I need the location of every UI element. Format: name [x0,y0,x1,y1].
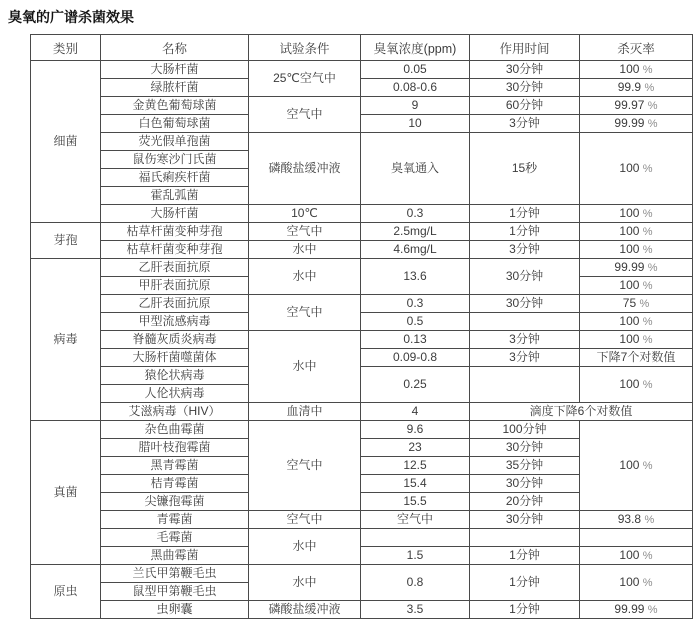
cell-concentration: 4.6mg/L [361,241,470,259]
cell-category: 细菌 [31,61,101,223]
cell-time: 30分钟 [470,439,580,457]
cell-rate: 100 % [580,133,693,205]
cell-concentration: 臭氧通入 [361,133,470,205]
cell-time: 30分钟 [470,61,580,79]
cell-time: 30分钟 [470,511,580,529]
cell-rate: 下降7个对数值 [580,349,693,367]
table-row [31,331,693,349]
cell-time: 3分钟 [470,331,580,349]
cell-time: 滴度下降6个对数值 [470,403,693,421]
cell-time: 1分钟 [470,547,580,565]
cell-condition: 水中 [249,259,361,295]
percent-sign: % [642,459,653,472]
column-header-rate: 杀灭率 [580,35,693,61]
table-row [31,223,693,241]
cell-rate: 100 % [580,241,693,259]
cell-rate: 100 % [580,565,693,601]
cell-time [470,367,580,403]
cell-name: 大肠杆菌 [101,205,249,223]
cell-name: 乙肝表面抗原 [101,295,249,313]
cell-time: 1分钟 [470,565,580,601]
cell-concentration: 0.05 [361,61,470,79]
cell-condition: 磷酸盐缓冲液 [249,133,361,205]
cell-concentration: 0.3 [361,295,470,313]
cell-concentration: 0.09-0.8 [361,349,470,367]
cell-name: 乙肝表面抗原 [101,259,249,277]
column-header-time: 作用时间 [470,35,580,61]
cell-name: 鼠伤寒沙门氏菌 [101,151,249,169]
cell-concentration: 13.6 [361,259,470,295]
page-title: 臭氧的广谱杀菌效果 [8,9,134,25]
cell-concentration: 9 [361,97,470,115]
header-row [31,35,693,61]
percent-sign: % [644,81,655,94]
cell-name: 脊髓灰质炎病毒 [101,331,249,349]
cell-name: 大肠杆菌 [101,61,249,79]
percent-sign: % [647,99,658,112]
cell-condition: 10℃ [249,205,361,223]
cell-rate: 99.99 % [580,115,693,133]
cell-name: 甲型流感病毒 [101,313,249,331]
percent-sign: % [642,207,653,220]
table-row [31,349,693,367]
cell-name: 绿脓杆菌 [101,79,249,97]
cell-name: 霍乱弧菌 [101,187,249,205]
cell-time: 30分钟 [470,259,580,295]
cell-name: 荧光假单孢菌 [101,133,249,151]
table-row [31,313,693,331]
cell-name: 人伦状病毒 [101,385,249,403]
cell-rate: 100 % [580,223,693,241]
cell-time: 3分钟 [470,115,580,133]
cell-concentration: 12.5 [361,457,470,475]
cell-name: 金黄色葡萄球菌 [101,97,249,115]
column-header-category: 类别 [31,35,101,61]
cell-concentration: 1.5 [361,547,470,565]
cell-concentration: 9.6 [361,421,470,439]
cell-concentration: 4 [361,403,470,421]
cell-rate: 100 % [580,421,693,511]
cell-name: 毛霉菌 [101,529,249,547]
percent-sign: % [642,576,653,589]
page [0,7,696,619]
cell-time: 1分钟 [470,205,580,223]
cell-name: 甲肝表面抗原 [101,277,249,295]
cell-time [470,529,580,547]
cell-category: 病毒 [31,259,101,421]
percent-sign: % [642,549,653,562]
cell-name: 黑曲霉菌 [101,547,249,565]
percent-sign: % [642,225,653,238]
cell-condition: 25℃空气中 [249,61,361,97]
percent-sign: % [647,117,658,130]
cell-rate [580,529,693,547]
cell-concentration: 0.08-0.6 [361,79,470,97]
cell-name: 艾滋病毒（HIV） [101,403,249,421]
percent-sign: % [642,243,653,256]
percent-sign: % [644,513,655,526]
column-header-name: 名称 [101,35,249,61]
cell-condition: 水中 [249,331,361,403]
cell-time: 20分钟 [470,493,580,511]
cell-name: 虫卵囊 [101,601,249,619]
cell-concentration: 23 [361,439,470,457]
cell-rate: 100 % [580,61,693,79]
cell-time: 1分钟 [470,601,580,619]
percent-sign: % [642,378,653,391]
cell-rate: 99.99 % [580,601,693,619]
cell-concentration: 0.3 [361,205,470,223]
cell-name: 桔青霉菌 [101,475,249,493]
cell-name: 兰氏甲第鞭毛虫 [101,565,249,583]
cell-name: 白色葡萄球菌 [101,115,249,133]
cell-rate: 99.9 % [580,79,693,97]
cell-condition: 水中 [249,565,361,601]
cell-name: 枯草杆菌变种芽孢 [101,223,249,241]
cell-name: 猿伦状病毒 [101,367,249,385]
cell-time: 1分钟 [470,223,580,241]
cell-time: 30分钟 [470,295,580,313]
cell-condition: 空气中 [249,421,361,511]
cell-concentration: 10 [361,115,470,133]
table-row [31,295,693,313]
table-row [31,547,693,565]
table-row [31,133,693,151]
column-header-condition: 试验条件 [249,35,361,61]
cell-name: 枯草杆菌变种芽孢 [101,241,249,259]
ozone-sterilization-table [30,34,693,619]
table-row [31,97,693,115]
cell-name: 鼠型甲第鞭毛虫 [101,583,249,601]
cell-name: 大肠杆菌噬菌体 [101,349,249,367]
table-row [31,565,693,583]
table-row [31,61,693,79]
cell-name: 福氏痢疾杆菌 [101,169,249,187]
table-row [31,115,693,133]
percent-sign: % [642,162,653,175]
percent-sign: % [642,63,653,76]
cell-time: 60分钟 [470,97,580,115]
cell-rate: 100 % [580,367,693,403]
table-row [31,205,693,223]
cell-category: 真菌 [31,421,101,565]
cell-category: 原虫 [31,565,101,619]
cell-condition: 空气中 [249,97,361,133]
cell-condition: 血清中 [249,403,361,421]
cell-concentration: 0.13 [361,331,470,349]
cell-condition: 水中 [249,529,361,565]
table-row [31,421,693,439]
cell-condition: 空气中 [249,511,361,529]
percent-sign: % [642,333,653,346]
cell-concentration: 0.25 [361,367,470,403]
table-row [31,403,693,421]
cell-name: 青霉菌 [101,511,249,529]
cell-time: 30分钟 [470,475,580,493]
cell-rate: 99.97 % [580,97,693,115]
cell-rate: 100 % [580,313,693,331]
percent-sign: % [642,315,653,328]
table-row [31,79,693,97]
table-row [31,601,693,619]
cell-rate: 100 % [580,277,693,295]
cell-time [470,313,580,331]
cell-rate: 100 % [580,331,693,349]
cell-time: 35分钟 [470,457,580,475]
table-row [31,241,693,259]
cell-condition: 空气中 [249,295,361,331]
cell-concentration: 15.5 [361,493,470,511]
cell-condition: 空气中 [249,223,361,241]
table-row [31,529,693,547]
cell-concentration [361,529,470,547]
cell-category: 芽孢 [31,223,101,259]
cell-concentration: 0.8 [361,565,470,601]
cell-rate: 93.8 % [580,511,693,529]
cell-concentration: 0.5 [361,313,470,331]
cell-time: 15秒 [470,133,580,205]
percent-sign: % [647,261,658,274]
cell-rate: 99.99 % [580,259,693,277]
table-body [31,61,693,619]
cell-time: 30分钟 [470,79,580,97]
cell-name: 黑青霉菌 [101,457,249,475]
percent-sign: % [647,603,658,616]
table-row [31,259,693,277]
cell-concentration: 2.5mg/L [361,223,470,241]
cell-condition: 磷酸盐缓冲液 [249,601,361,619]
column-header-concentration: 臭氧浓度(ppm) [361,35,470,61]
cell-time: 3分钟 [470,241,580,259]
cell-time: 100分钟 [470,421,580,439]
cell-rate: 100 % [580,547,693,565]
table-row [31,511,693,529]
cell-rate: 75 % [580,295,693,313]
cell-name: 尖镰孢霉菌 [101,493,249,511]
cell-concentration: 15.4 [361,475,470,493]
cell-rate: 100 % [580,205,693,223]
cell-time: 3分钟 [470,349,580,367]
cell-condition: 水中 [249,241,361,259]
table-row [31,367,693,385]
percent-sign: % [639,297,650,310]
cell-name: 腊叶枝孢霉菌 [101,439,249,457]
cell-concentration: 空气中 [361,511,470,529]
percent-sign: % [642,279,653,292]
cell-name: 杂色曲霉菌 [101,421,249,439]
cell-concentration: 3.5 [361,601,470,619]
